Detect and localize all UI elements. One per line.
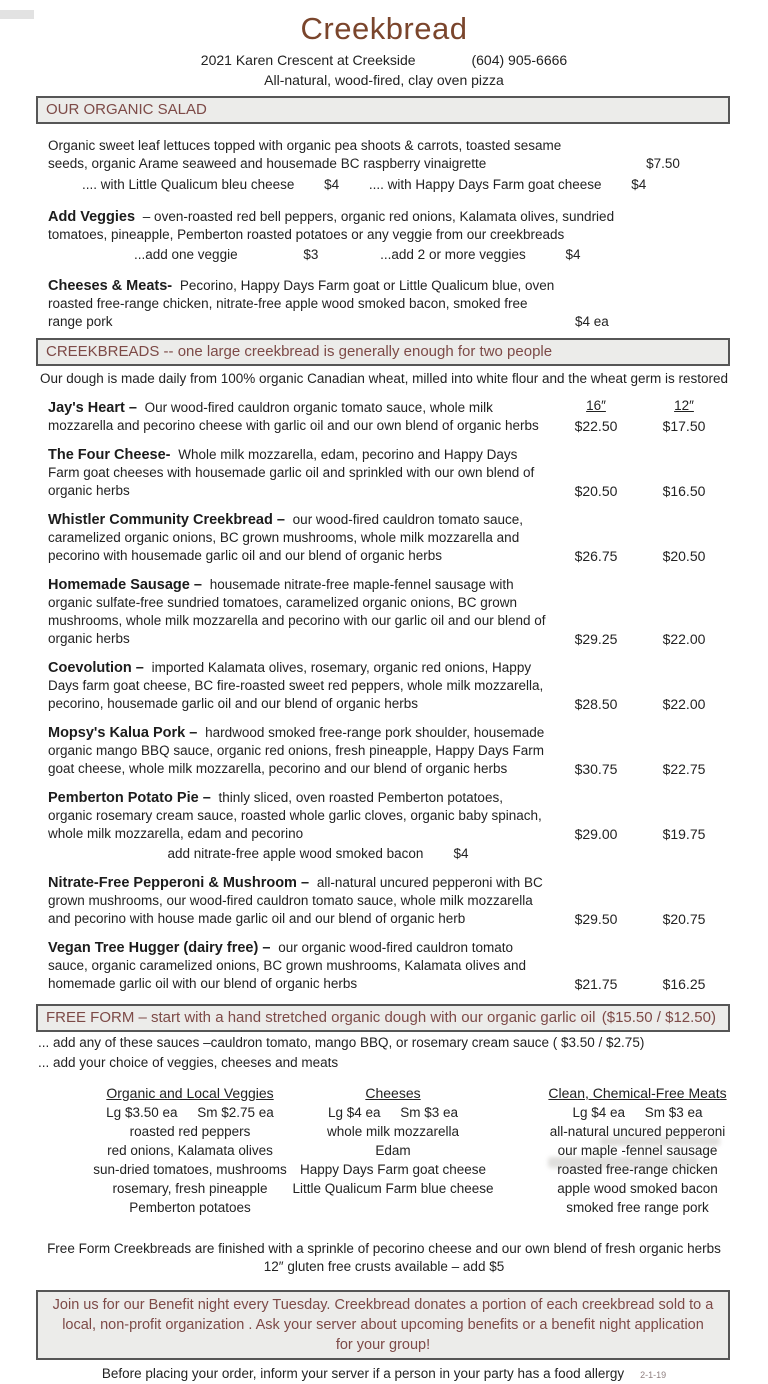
menu-item-row — [48, 511, 728, 565]
menu-item-row — [48, 576, 728, 648]
menu-item-description: housemade nitrate-free maple-fennel sausage with organic sulfate-free sundried tomatoes, caramelized organic onions, BC grown mushrooms, whole milk mozzarella and pecorino with our garlic oil and our blend of organic herbs — [48, 577, 546, 646]
menu-item-row — [48, 659, 728, 713]
gluten-free-line: 12″ gluten free crusts available – add $5 — [263, 1259, 505, 1274]
cheese-option-label: .... with Little Qualicum bleu cheese — [82, 177, 295, 192]
menu-item-price-12: $22.75 — [662, 761, 706, 777]
add-veggies-name: Add Veggies — [48, 209, 136, 225]
column-item: Happy Days Farm goat cheese — [299, 1162, 487, 1177]
phone-number: (604) 905-6666 — [471, 52, 568, 68]
addon-price: $4 — [453, 846, 469, 861]
salad-price: $7.50 — [646, 156, 680, 171]
salad-item — [48, 137, 728, 173]
menu-item-price-16: $29.25 — [574, 631, 618, 647]
veggie-options — [134, 246, 728, 264]
salad-section-header — [36, 96, 730, 124]
creekbreads-list — [0, 388, 768, 993]
header — [0, 0, 768, 89]
veggie-option-price: $3 — [303, 247, 319, 262]
cheese-option-label: .... with Happy Days Farm goat cheese — [368, 177, 602, 192]
menu-item-text — [48, 939, 552, 993]
menu-item-price-16: $20.50 — [574, 483, 618, 499]
menu-item-text — [48, 446, 552, 500]
veggies-column-title: Organic and Local Veggies — [106, 1085, 274, 1101]
menu-item-description: hardwood smoked free-range pork shoulder, housemade organic mango BBQ sauce, organic red onions, fresh pineapple, Happy Days Farm goat cheese, whole milk mozzarella, pecorino and our blend of organic herbs — [48, 725, 545, 776]
menu-item — [48, 939, 728, 993]
freeform-price: ($15.50 / $12.50) — [601, 1009, 716, 1026]
column-item: smoked free range pork — [566, 1200, 709, 1215]
creekbreads-section-title: CREEKBREADS -- one large creekbread is generally enough for two people — [46, 343, 553, 360]
menu-item — [48, 724, 728, 778]
freeform-columns — [0, 1084, 768, 1224]
salad-cheese-options — [82, 176, 728, 194]
salad-section-title: OUR ORGANIC SALAD — [46, 101, 207, 118]
freeform-finish-line: Free Form Creekbreads are finished with a sprinkle of pecorino cheese and our own blend of fresh organic herbs — [47, 1241, 721, 1256]
allergy-note: Before placing your order, inform your server if a person in your party has a food allergy — [101, 1366, 625, 1381]
menu-item-name: Homemade Sausage – — [48, 577, 202, 593]
menu-item-text — [48, 399, 552, 435]
cheeses-meats-description: Pecorino, Happy Days Farm goat or Little Qualicum blue, oven roasted free-range chicken, nitrate-free apple wood smoked bacon, smoked free range pork — [48, 278, 555, 329]
freeform-section-title: FREE FORM – start with a hand stretched organic dough with our organic garlic oil — [46, 1009, 596, 1026]
cheeses-column — [268, 1084, 518, 1198]
menu-item — [48, 511, 728, 565]
menu-item-price-16: $26.75 — [574, 548, 618, 564]
menu-item-price-12: $17.50 — [662, 418, 706, 434]
address: 2021 Karen Crescent at Creekside — [200, 52, 416, 68]
menu-item-row — [48, 789, 728, 843]
menu-item-name: Jay's Heart – — [48, 400, 137, 416]
menu-item-name: Pemberton Potato Pie – — [48, 790, 211, 806]
menu-item-text — [48, 874, 552, 928]
cheeses-meats-name: Cheeses & Meats- — [48, 278, 173, 294]
menu-item — [48, 446, 728, 500]
price-small: Sm $3 ea — [644, 1105, 703, 1120]
menu-item-text — [48, 724, 552, 778]
column-item: sun-dried tomatoes, mushrooms — [93, 1162, 287, 1177]
menu-item-row — [48, 874, 728, 928]
benefit-night-box: Join us for our Benefit night every Tuesday. Creekbread donates a portion of each creekbread sold to a local, non-profit organization . Ask your server about upcoming benefits or a benefit night application for your group! — [36, 1290, 730, 1360]
menu-item — [48, 789, 728, 863]
menu-item-description: all-natural uncured pepperoni with BC grown mushrooms, our wood-fired cauldron tomato sauce, whole milk mozzarella and pecorino with house made garlic oil and our blend of organic herb — [48, 875, 543, 926]
price-small: Sm $2.75 ea — [197, 1105, 274, 1120]
addon-label: add nitrate-free apple wood smoked bacon — [167, 846, 424, 861]
freeform-footer — [0, 1240, 768, 1276]
menu-item-text — [48, 576, 552, 648]
size-header-large: 16″ — [586, 398, 606, 413]
menu-item-name: The Four Cheese- — [48, 447, 171, 463]
column-item: our maple -fennel sausage — [557, 1143, 718, 1158]
size-header-small: 12″ — [674, 398, 694, 413]
salad-section — [0, 124, 768, 331]
size-column-headers — [552, 397, 728, 415]
price-small: Sm $3 ea — [400, 1105, 459, 1120]
menu-item-text — [48, 789, 552, 843]
column-item: rosemary, fresh pineapple — [112, 1181, 268, 1196]
menu-item-description: Our wood-fired cauldron organic tomato sauce, whole milk mozzarella and pecorino cheese with garlic oil and our own blend of organic herbs — [48, 400, 539, 433]
menu-item-row — [48, 939, 728, 993]
salad-description: Organic sweet leaf lettuces topped with organic pea shoots & carrots, toasted sesame seeds, organic Arame seaweed and housemade BC raspberry vinaigrette — [48, 138, 562, 171]
cheese-option-price: $4 — [631, 177, 647, 192]
price-large: Lg $4 ea — [327, 1105, 381, 1120]
meats-column — [515, 1084, 760, 1217]
menu-item-price-16: $29.00 — [574, 826, 618, 842]
menu-item-description: our wood-fired cauldron tomato sauce, caramelized organic onions, BC grown mushrooms, whole milk mozzarella and pecorino with housemade garlic oil and our blend of organic herbs — [48, 512, 524, 563]
menu-item-addon — [48, 845, 588, 863]
menu-item-text — [48, 511, 552, 565]
column-item: apple wood smoked bacon — [557, 1181, 718, 1196]
meats-column-prices — [515, 1103, 760, 1122]
restaurant-title: Creekbread — [300, 11, 468, 46]
cheeses-meats-item — [48, 277, 728, 331]
menu-item-name: Whistler Community Creekbread – — [48, 512, 285, 528]
column-item: roasted red peppers — [129, 1124, 251, 1139]
menu-item-price-12: $22.00 — [662, 631, 706, 647]
menu-item-price-16: $21.75 — [574, 976, 618, 992]
meats-column-title: Clean, Chemical-Free Meats — [548, 1085, 727, 1101]
menu-item-row — [48, 724, 728, 778]
column-item: Pemberton potatoes — [129, 1200, 251, 1215]
menu-item-name: Coevolution – — [48, 660, 144, 676]
freeform-section-header — [36, 1004, 730, 1032]
footer-row — [0, 1365, 768, 1384]
menu-item-price-12: $20.50 — [662, 548, 706, 564]
menu-item-name: Mopsy's Kalua Pork – — [48, 725, 198, 741]
add-veggies-description: – oven-roasted red bell peppers, organic red onions, Kalamata olives, sundried tomatoes, pineapple, Pemberton roasted potatoes or any veggie from our creekbreads — [48, 209, 615, 242]
menu-item-text — [48, 659, 552, 713]
veggie-option-price: $4 — [565, 247, 581, 262]
revision-date: 2-1-19 — [640, 1370, 667, 1380]
menu-item-price-12: $22.00 — [662, 696, 706, 712]
veggie-option-label: ...add one veggie — [134, 247, 238, 262]
menu-item-name: Nitrate-Free Pepperoni & Mushroom – — [48, 875, 310, 891]
menu-item-row — [48, 446, 728, 500]
price-large: Lg $4 ea — [572, 1105, 625, 1120]
menu-item-price-12: $16.50 — [662, 483, 706, 499]
column-item: Little Qualicum Farm blue cheese — [292, 1181, 494, 1196]
tagline: All-natural, wood-fired, clay oven pizza — [264, 72, 504, 88]
column-item: red onions, Kalamata olives — [107, 1143, 273, 1158]
column-item: all-natural uncured pepperoni — [549, 1124, 726, 1139]
menu-item-description: Whole milk mozzarella, edam, pecorino and Happy Days Farm goat cheeses with housemade garlic oil and sprinkled with our own blend of organic herbs — [48, 447, 535, 498]
cheeses-column-prices — [268, 1103, 518, 1122]
menu-item-price-16: $29.50 — [574, 911, 618, 927]
creekbreads-section-header — [36, 338, 730, 366]
menu-item-description: our organic wood-fired cauldron tomato sauce, organic caramelized onions, BC grown mushrooms, Kalamata olives and homemade garlic oil with our blend of organic herbs — [48, 940, 526, 991]
menu-item-price-12: $20.75 — [662, 911, 706, 927]
column-item: whole milk mozzarella — [326, 1124, 460, 1139]
freeform-choice-line: ... add your choice of veggies, cheeses and meats — [38, 1055, 339, 1070]
cheese-option-price: $4 — [324, 177, 340, 192]
veggie-option-label: ...add 2 or more veggies — [380, 247, 526, 262]
menu-item-price-16: $30.75 — [574, 761, 618, 777]
column-item: Edam — [375, 1143, 411, 1158]
menu-item-price-12: $19.75 — [662, 826, 706, 842]
menu-item — [48, 576, 728, 648]
menu-item — [48, 874, 728, 928]
dough-note: Our dough is made daily from 100% organic Canadian wheat, milled into white flour and the wheat germ is restored — [39, 371, 729, 386]
column-item: roasted free-range chicken — [557, 1162, 718, 1177]
menu-item-price-16: $28.50 — [574, 696, 618, 712]
cheeses-meats-price: $4 ea — [575, 314, 609, 329]
menu-item-name: Vegan Tree Hugger (dairy free) – — [48, 940, 271, 956]
scan-artifact — [0, 10, 34, 19]
price-large: Lg $3.50 ea — [106, 1105, 178, 1120]
menu-item-description: imported Kalamata olives, rosemary, organic red onions, Happy Days farm goat cheese, BC fire-roasted sweet red peppers, whole milk mozzarella, pecorino, housemade garlic oil and our blend of organic herbs — [48, 660, 544, 711]
menu-item-price-12: $16.25 — [662, 976, 706, 992]
menu-item — [48, 659, 728, 713]
menu-item-description: thinly sliced, oven roasted Pemberton potatoes, organic rosemary cream sauce, roasted whole garlic cloves, organic baby spinach, whole milk mozzarella, edam and pecorino — [48, 790, 542, 841]
add-veggies-item — [48, 208, 638, 244]
cheeses-meats-text — [48, 277, 563, 331]
freeform-sauce-line: ... add any of these sauces –cauldron tomato, mango BBQ, or rosemary cream sauce ( $3.50 / $2.75) — [38, 1035, 645, 1050]
cheeses-column-title: Cheeses — [365, 1085, 421, 1101]
menu-item-price-16: $22.50 — [574, 418, 618, 434]
address-row — [0, 51, 768, 69]
